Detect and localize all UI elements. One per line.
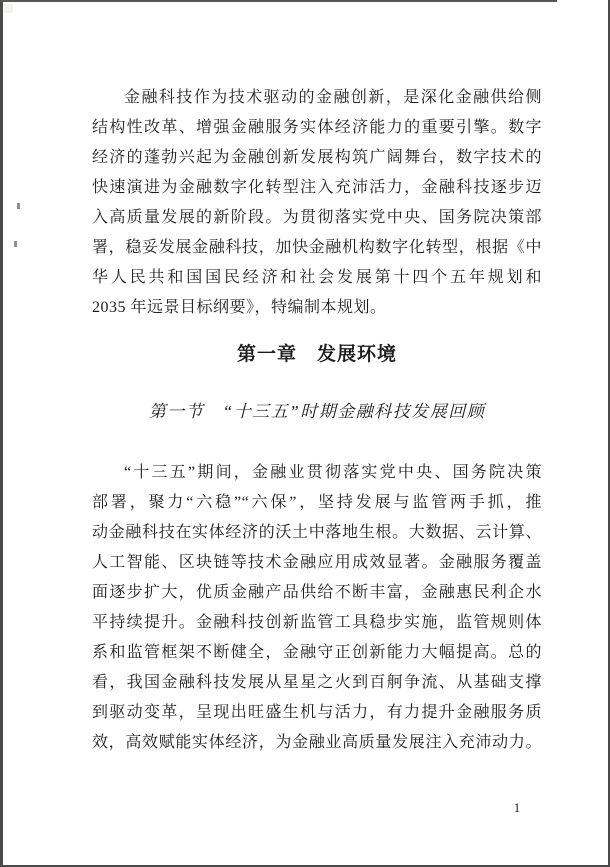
text-line: 2035 年远景目标纲要》，特编制本规划。 <box>92 299 387 316</box>
scan-edge-left <box>0 0 3 867</box>
section-heading: 第一节 “十三五”时期金融科技发展回顾 <box>148 402 486 421</box>
chapter-heading: 第一章 发展环境 <box>236 344 397 365</box>
text-line: 经济的蓬勃兴起为金融创新发展构筑广阔舞台，数字技术的 <box>92 149 542 166</box>
text-line: 系和监管框架不断健全，金融守正创新能力大幅提高。总的 <box>92 644 542 661</box>
text-line: 结构性改革、增强金融服务实体经济能力的重要引擎。数字 <box>92 119 542 136</box>
text-line: 看，我国金融科技发展从星星之火到百舸争流、从基础支撑 <box>92 674 542 691</box>
page-number: 1 <box>513 800 521 815</box>
scan-edge-top <box>0 0 557 2</box>
text-line: 效，高效赋能实体经济，为金融业高质量发展注入充沛动力。 <box>92 734 542 751</box>
text-line: 部署，聚力“六稳”“六保”，坚持发展与监管两手抓，推 <box>92 494 542 511</box>
text-line: 华人民共和国国民经济和社会发展第十四个五年规划和 <box>92 269 542 286</box>
paragraph-1 <box>92 83 542 323</box>
text-line: 署，稳妥发展金融科技，加快金融机构数字化转型，根据《中 <box>92 239 542 256</box>
text-line: 快速演进为金融数字化转型注入充沛活力，金融科技逐步迈 <box>92 179 542 196</box>
scan-artifact <box>17 203 20 209</box>
text-line: 人工智能、区块链等技术金融应用成效显著。金融服务覆盖 <box>92 554 542 571</box>
paragraph-2 <box>92 458 542 758</box>
text-line: 平持续提升。金融科技创新监管工具稳步实施，监管规则体 <box>92 614 542 631</box>
scan-artifact <box>4 4 13 13</box>
text-line: 到驱动变革，呈现出旺盛生机与活力，有力提升金融服务质 <box>92 704 542 721</box>
text-line: 面逐步扩大，优质金融产品供给不断丰富，金融惠民利企水 <box>92 584 542 601</box>
scan-artifact <box>14 241 17 247</box>
text-line: 入高质量发展的新阶段。为贯彻落实党中央、国务院决策部 <box>92 209 542 226</box>
text-line: “十三五”期间，金融业贯彻落实党中央、国务院决策 <box>124 464 542 481</box>
text-line: 动金融科技在实体经济的沃土中落地生根。大数据、云计算、 <box>92 524 542 541</box>
text-line: 金融科技作为技术驱动的金融创新，是深化金融供给侧 <box>124 89 542 106</box>
